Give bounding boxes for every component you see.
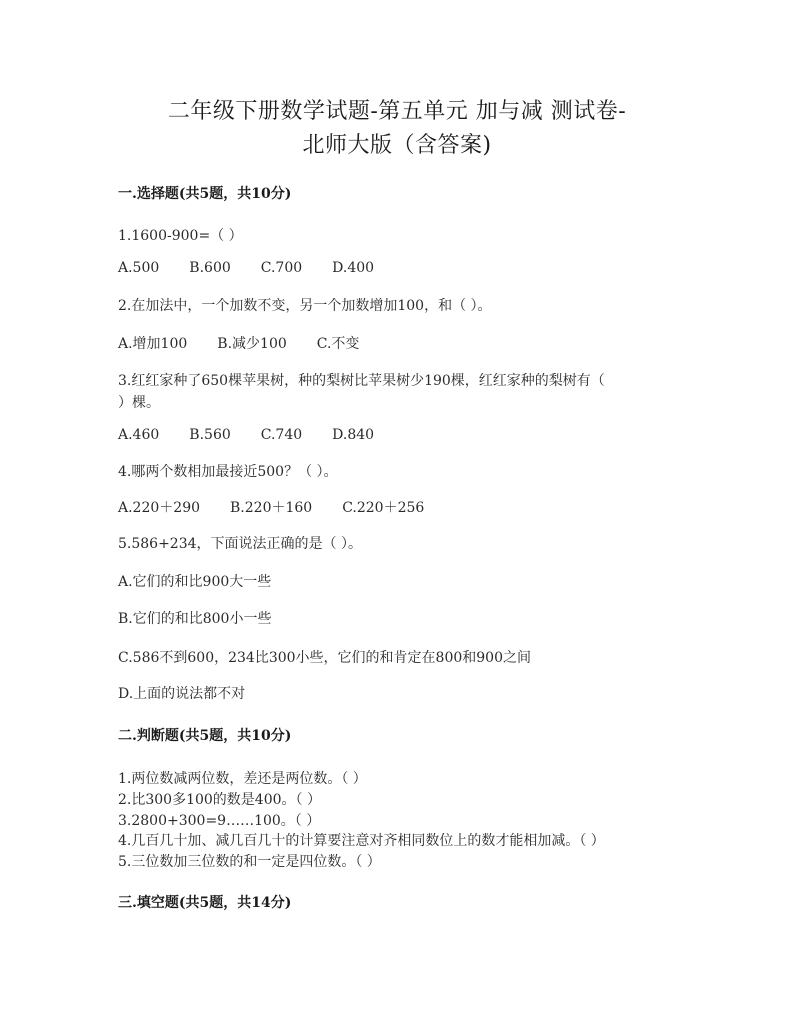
section-heading-choice: 一.选择题(共5题，共10分)	[118, 186, 292, 202]
question-1-option-a: A.500	[118, 260, 160, 276]
question-5-stem: 5.586+234，下面说法正确的是（ ）。	[118, 536, 362, 552]
question-5-option-c: C.586不到600，234比300小些，它们的和肯定在800和900之间	[118, 650, 531, 666]
question-3-option-d: D.840	[332, 427, 375, 443]
question-3-option-a: A.460	[118, 427, 160, 443]
question-2-option-b: B.减少100	[217, 336, 287, 352]
question-3-option-b: B.560	[189, 427, 231, 443]
question-3-stem-line-2: ）棵。	[118, 395, 160, 411]
question-4-options	[118, 497, 454, 517]
question-5-option-b: B.它们的和比800小一些	[118, 611, 272, 627]
question-2-options	[118, 333, 389, 353]
question-1-option-d: D.400	[332, 260, 375, 276]
question-3-option-c: C.740	[260, 427, 303, 443]
question-2-option-a: A.增加100	[118, 336, 188, 352]
judgement-item-2: 2.比300多100的数是400。（ ）	[118, 792, 321, 808]
question-2-option-c: C.不变	[316, 336, 360, 352]
judgement-item-4: 4.几百几十加、减几百几十的计算要注意对齐相同数位上的数才能相加减。（ ）	[118, 833, 605, 849]
question-2-stem: 2.在加法中，一个加数不变，另一个加数增加100，和（ ）。	[118, 298, 492, 314]
question-3-options	[118, 427, 404, 443]
question-4-option-a: A.220＋290	[118, 500, 201, 516]
section-heading-judgement: 二.判断题(共5题，共10分)	[118, 728, 292, 744]
question-4-stem: 4.哪两个数相加最接近500？（ ）。	[118, 464, 338, 480]
question-3-stem-line-1: 3.红红家种了650棵苹果树，种的梨树比苹果树少190棵，红红家种的梨树有（	[118, 373, 605, 389]
document-title-line-2: 北师大版（含答案)	[302, 133, 492, 158]
judgement-item-5: 5.三位数加三位数的和一定是四位数。（ ）	[118, 854, 381, 870]
question-1-option-c: C.700	[260, 260, 303, 276]
judgement-item-3: 3.2800+300=9……100。（ ）	[118, 813, 321, 829]
document-title-line-1: 二年级下册数学试题-第五单元 加与减 测试卷-	[167, 99, 627, 124]
question-1-option-b: B.600	[189, 260, 231, 276]
question-1-options	[118, 260, 404, 276]
judgement-item-1: 1.两位数减两位数，差还是两位数。（ ）	[118, 771, 367, 787]
section-heading-fill-in: 三.填空题(共5题，共14分)	[118, 895, 292, 911]
question-1-stem: 1.1600-900=（ ）	[118, 228, 243, 244]
question-5-option-a: A.它们的和比900大一些	[118, 574, 272, 590]
question-4-option-c: C.220＋256	[342, 500, 425, 516]
question-4-option-b: B.220＋160	[230, 500, 313, 516]
question-5-option-d: D.上面的说法都不对	[118, 686, 246, 702]
